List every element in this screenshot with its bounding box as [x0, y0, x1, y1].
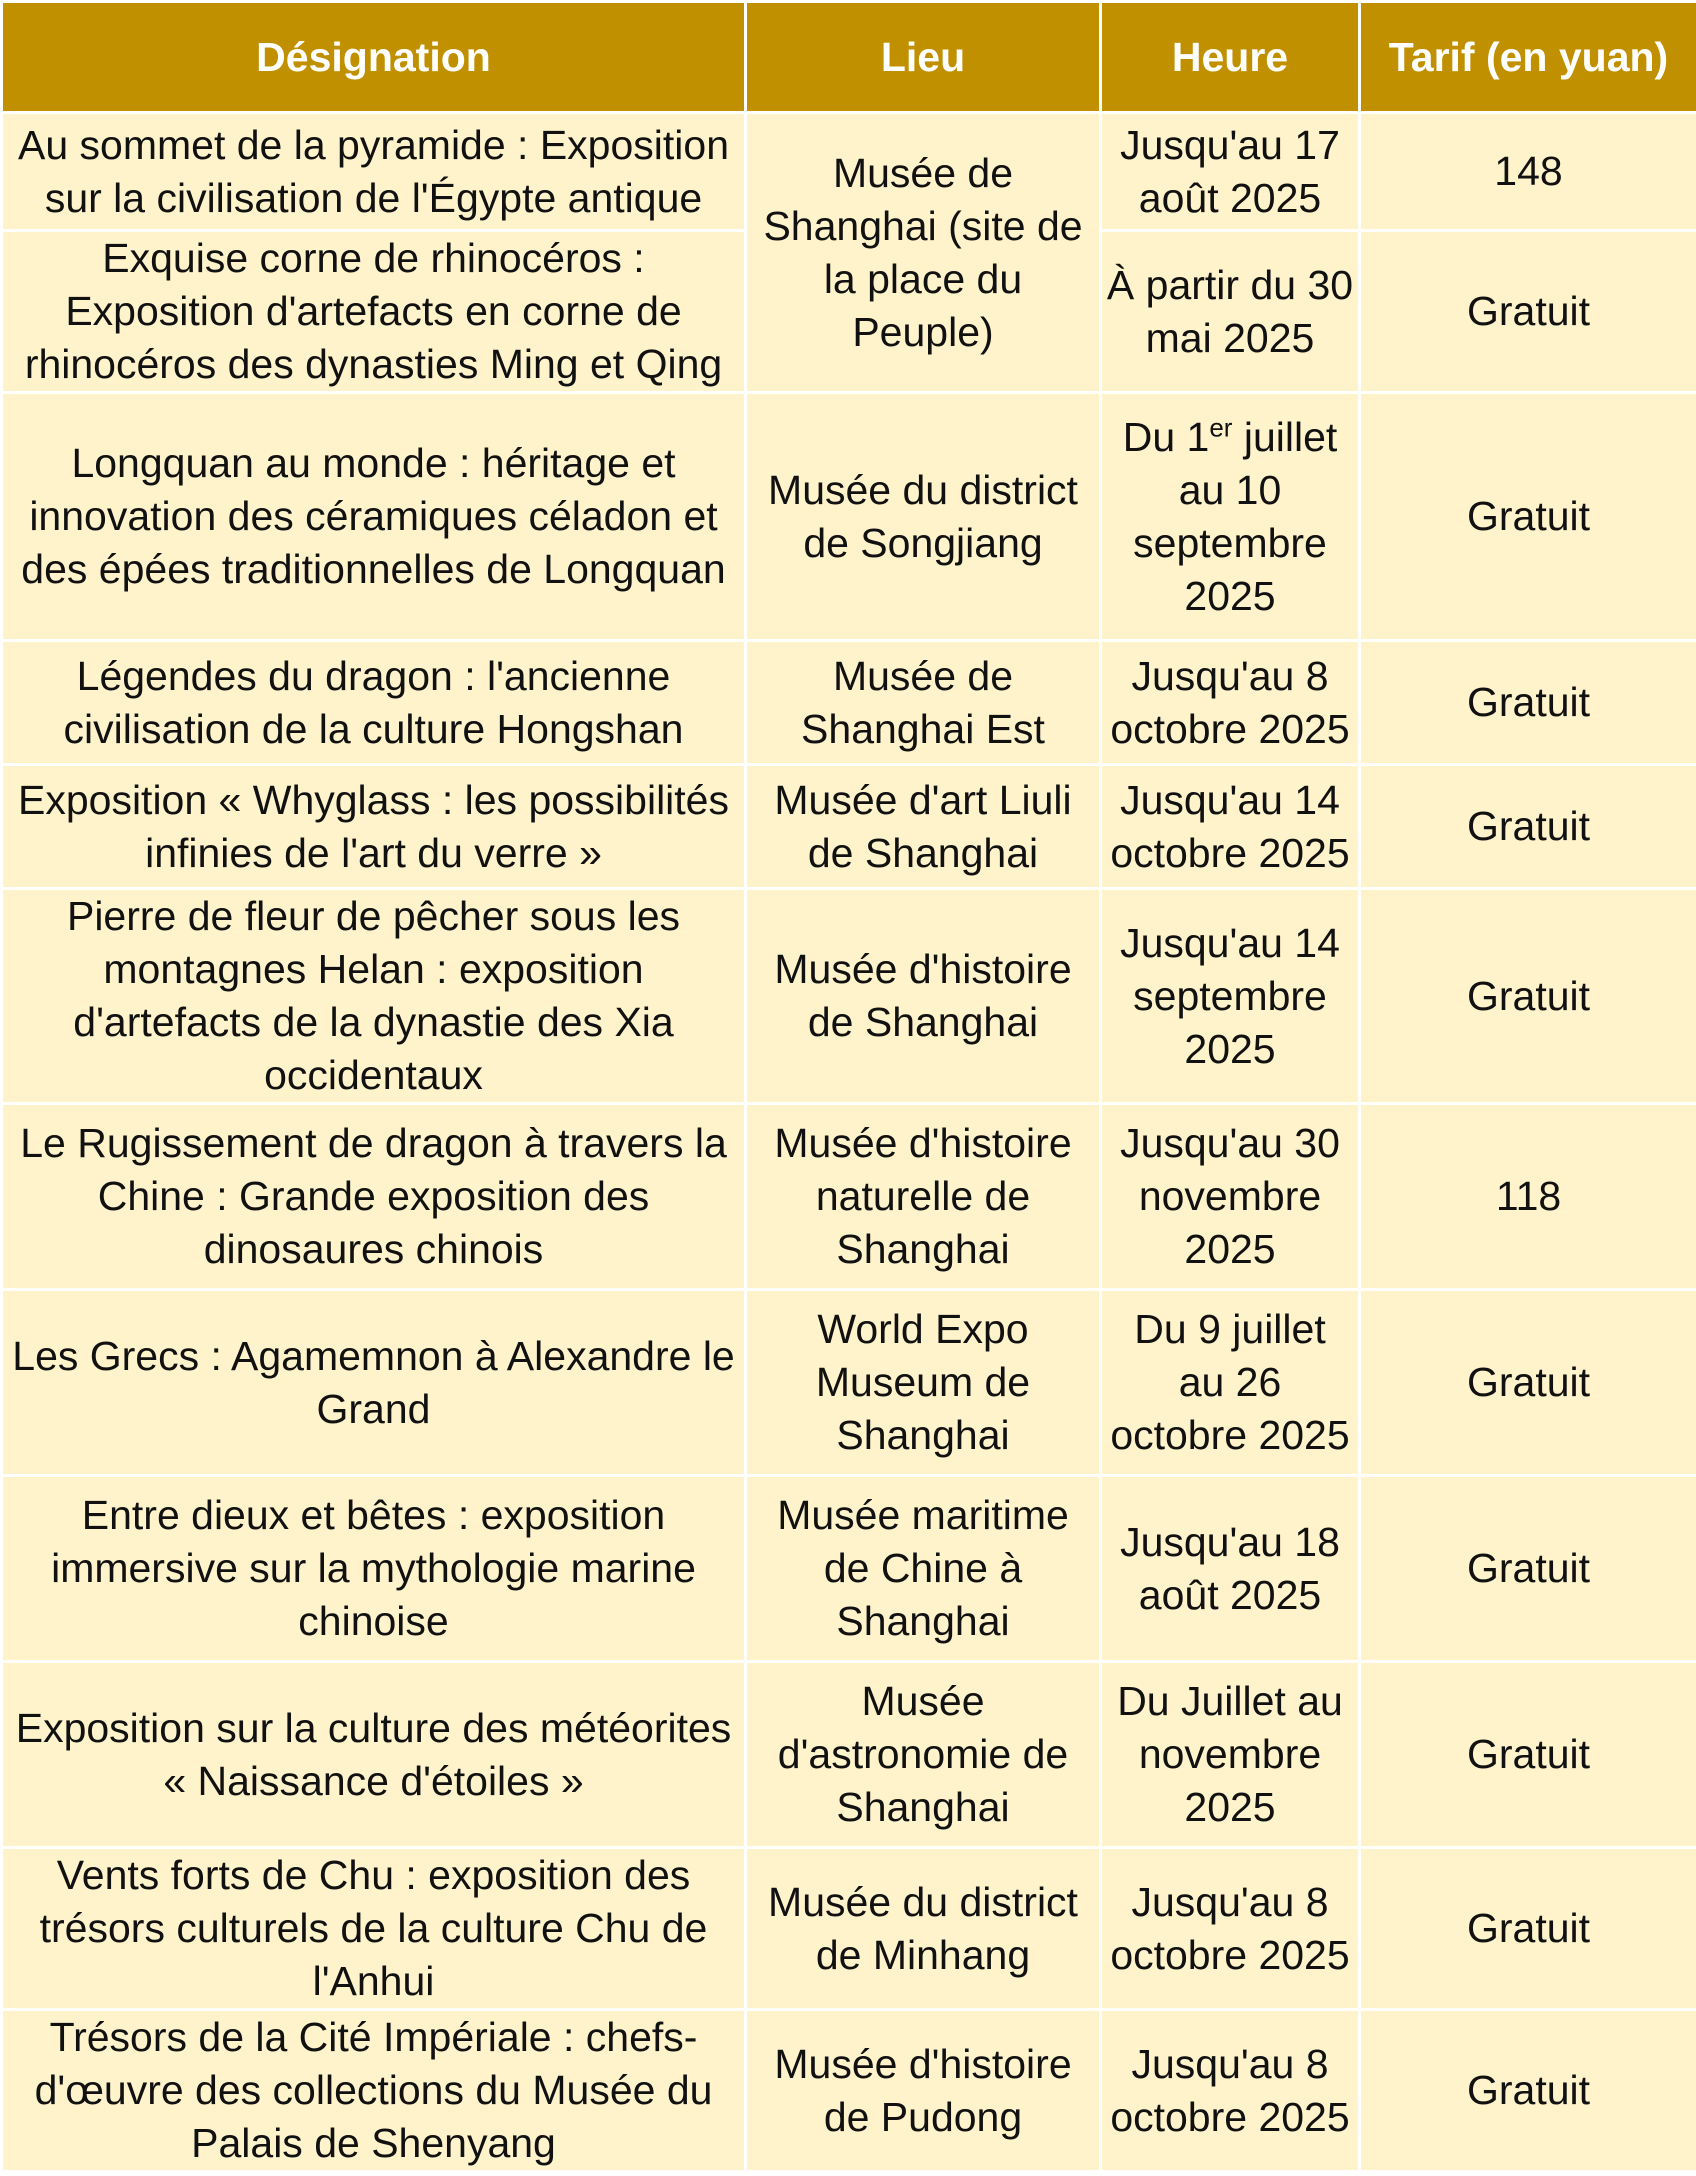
table-row — [2, 1104, 1696, 1290]
cell-designation: Exquise corne de rhinocéros : Exposition d'artefacts en corne de rhinocéros des dynasties Ming et Qing — [2, 231, 746, 393]
cell-designation: Exposition « Whyglass : les possibilités infinies de l'art du verre » — [2, 765, 746, 889]
heure-superscript: er — [1209, 411, 1233, 442]
table-row — [2, 113, 1696, 231]
cell-lieu: Musée de Shanghai Est — [746, 641, 1101, 765]
table-row — [2, 641, 1696, 765]
header-row — [2, 2, 1696, 113]
cell-designation: Au sommet de la pyramide : Exposition sur la civilisation de l'Égypte antique — [2, 113, 746, 231]
cell-lieu: World Expo Museum de Shanghai — [746, 1290, 1101, 1476]
cell-lieu: Musée de Shanghai (site de la place du Peuple) — [746, 113, 1101, 393]
cell-designation: Entre dieux et bêtes : exposition immersive sur la mythologie marine chinoise — [2, 1476, 746, 1662]
table-row — [2, 889, 1696, 1104]
cell-heure: Du 9 juillet au 26 octobre 2025 — [1101, 1290, 1360, 1476]
cell-lieu: Musée d'astronomie de Shanghai — [746, 1662, 1101, 1848]
table-row — [2, 1848, 1696, 2010]
cell-lieu: Musée d'art Liuli de Shanghai — [746, 765, 1101, 889]
cell-heure: Jusqu'au 8 octobre 2025 — [1101, 641, 1360, 765]
cell-designation: Légendes du dragon : l'ancienne civilisation de la culture Hongshan — [2, 641, 746, 765]
cell-tarif: Gratuit — [1360, 1290, 1696, 1476]
cell-designation: Les Grecs : Agamemnon à Alexandre le Grand — [2, 1290, 746, 1476]
cell-tarif: Gratuit — [1360, 231, 1696, 393]
cell-designation: Trésors de la Cité Impériale : chefs-d'œuvre des collections du Musée du Palais de Shenyang — [2, 2010, 746, 2172]
cell-designation: Longquan au monde : héritage et innovation des céramiques céladon et des épées traditionnelles de Longquan — [2, 393, 746, 641]
cell-tarif: 148 — [1360, 113, 1696, 231]
heure-prefix: Du 1 — [1122, 413, 1210, 460]
header-lieu: Lieu — [746, 2, 1101, 113]
cell-heure: Jusqu'au 14 septembre 2025 — [1101, 889, 1360, 1104]
cell-heure: Jusqu'au 8 octobre 2025 — [1101, 2010, 1360, 2172]
table-row — [2, 765, 1696, 889]
table-row — [2, 1290, 1696, 1476]
header-heure: Heure — [1101, 2, 1360, 113]
table-row — [2, 393, 1696, 641]
cell-heure: Jusqu'au 18 août 2025 — [1101, 1476, 1360, 1662]
cell-tarif: Gratuit — [1360, 2010, 1696, 2172]
cell-heure: Jusqu'au 30 novembre 2025 — [1101, 1104, 1360, 1290]
cell-designation: Exposition sur la culture des météorites « Naissance d'étoiles » — [2, 1662, 746, 1848]
cell-tarif: 118 — [1360, 1104, 1696, 1290]
table-row — [2, 1662, 1696, 1848]
cell-tarif: Gratuit — [1360, 765, 1696, 889]
cell-lieu: Musée maritime de Chine à Shanghai — [746, 1476, 1101, 1662]
cell-tarif: Gratuit — [1360, 393, 1696, 641]
header-tarif: Tarif (en yuan) — [1360, 2, 1696, 113]
header-designation: Désignation — [2, 2, 746, 113]
cell-lieu: Musée d'histoire de Pudong — [746, 2010, 1101, 2172]
cell-tarif: Gratuit — [1360, 1662, 1696, 1848]
cell-tarif: Gratuit — [1360, 889, 1696, 1104]
cell-tarif: Gratuit — [1360, 641, 1696, 765]
cell-heure: Du Juillet au novembre 2025 — [1101, 1662, 1360, 1848]
cell-tarif: Gratuit — [1360, 1476, 1696, 1662]
cell-tarif: Gratuit — [1360, 1848, 1696, 2010]
cell-designation: Vents forts de Chu : exposition des trésors culturels de la culture Chu de l'Anhui — [2, 1848, 746, 2010]
cell-lieu: Musée du district de Songjiang — [746, 393, 1101, 641]
cell-heure: Jusqu'au 14 octobre 2025 — [1101, 765, 1360, 889]
table-row — [2, 2010, 1696, 2172]
cell-heure: À partir du 30 mai 2025 — [1101, 231, 1360, 393]
cell-designation: Le Rugissement de dragon à travers la Chine : Grande exposition des dinosaures chinois — [2, 1104, 746, 1290]
cell-lieu: Musée d'histoire de Shanghai — [746, 889, 1101, 1104]
cell-lieu: Musée d'histoire naturelle de Shanghai — [746, 1104, 1101, 1290]
table-row — [2, 1476, 1696, 1662]
cell-designation: Pierre de fleur de pêcher sous les montagnes Helan : exposition d'artefacts de la dynastie des Xia occidentaux — [2, 889, 746, 1104]
cell-heure — [1101, 393, 1360, 641]
cell-heure: Jusqu'au 17 août 2025 — [1101, 113, 1360, 231]
cell-lieu: Musée du district de Minhang — [746, 1848, 1101, 2010]
heure-suffix: juillet au 10 septembre 2025 — [1133, 413, 1338, 619]
cell-heure: Jusqu'au 8 octobre 2025 — [1101, 1848, 1360, 2010]
